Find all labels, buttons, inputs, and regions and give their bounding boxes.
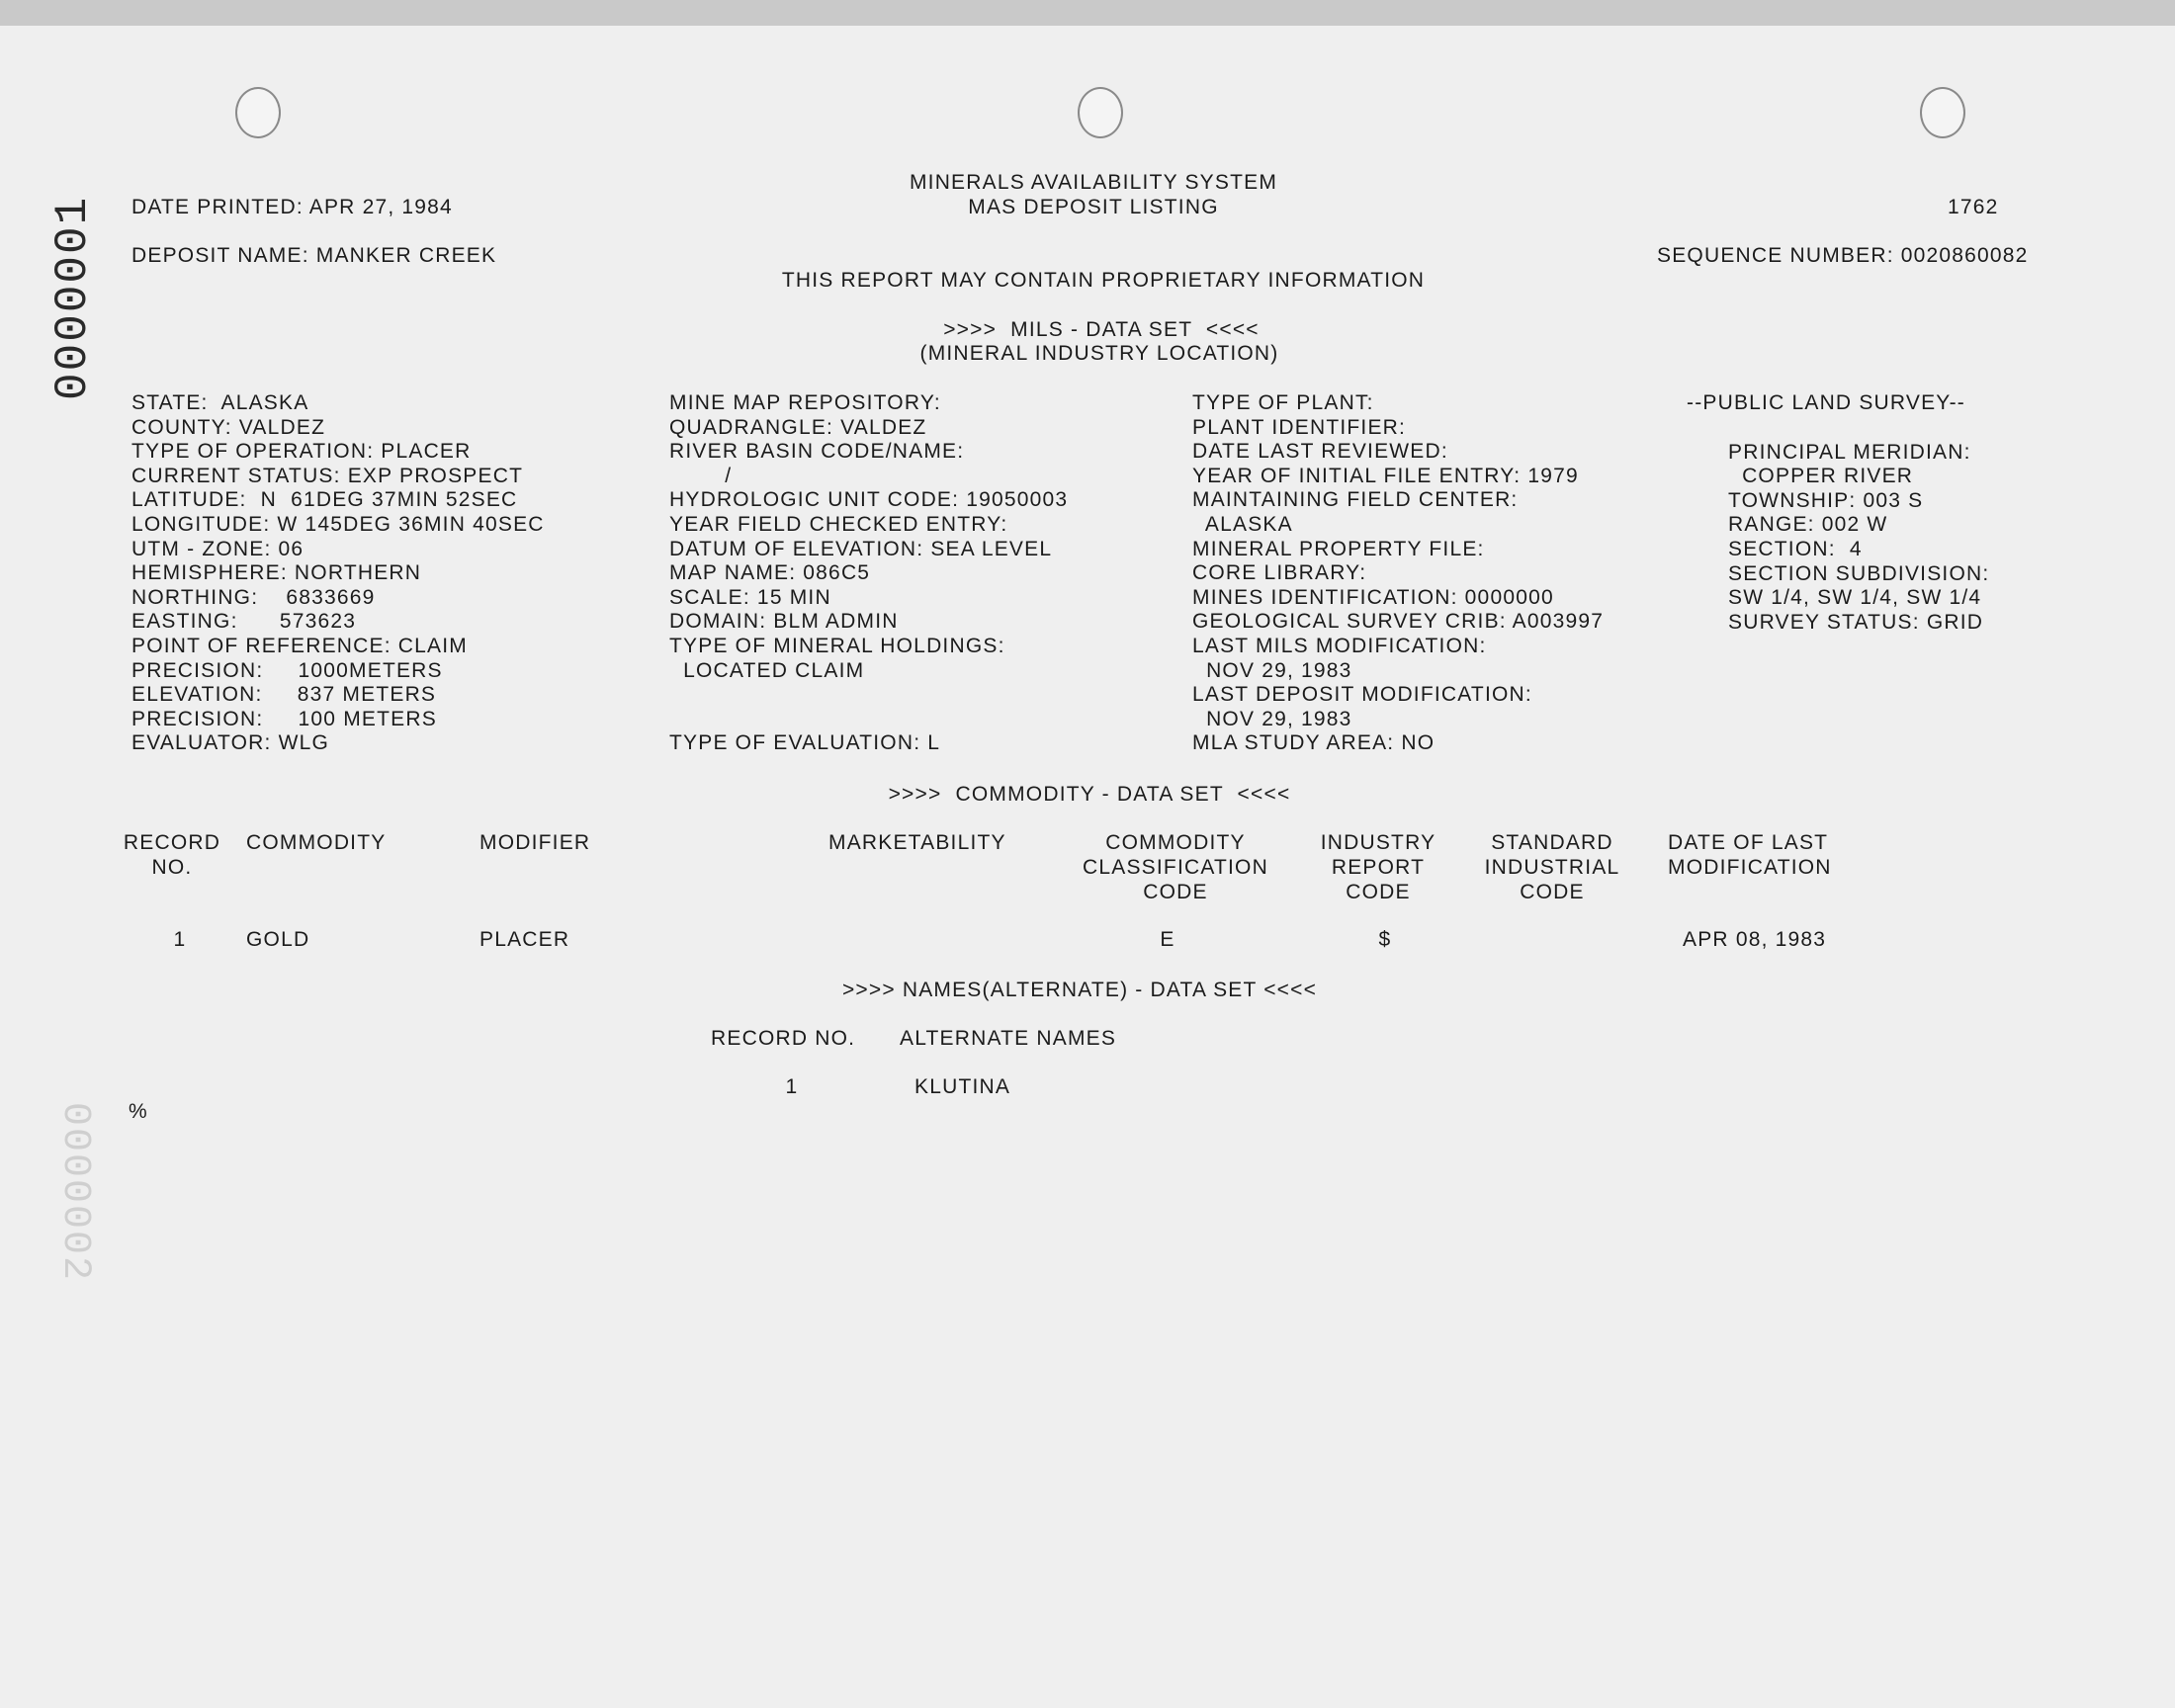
mils-field-line: HYDROLOGIC UNIT CODE: 19050003 <box>669 488 1069 511</box>
mils-field-line: NOV 29, 1983 <box>1192 659 1352 682</box>
mils-field-line: CURRENT STATUS: EXP PROSPECT <box>131 465 524 487</box>
page-number: 1762 <box>1948 196 1999 218</box>
commodity-header-class-code: CLASSIFICATION <box>1083 856 1268 879</box>
mils-field-line: MAP NAME: 086C5 <box>669 561 871 584</box>
public-land-survey-heading: --PUBLIC LAND SURVEY-- <box>1687 391 1965 414</box>
mils-field-line: MINES IDENTIFICATION: 0000000 <box>1192 586 1554 609</box>
commodity-header-record: RECORD <box>123 831 221 854</box>
punch-hole <box>1078 87 1123 138</box>
side-stamp: 0000001 <box>47 195 99 400</box>
names-header-alternate: ALTERNATE NAMES <box>900 1027 1117 1050</box>
mils-field-line: MLA STUDY AREA: NO <box>1192 731 1436 754</box>
mils-field-line: SURVEY STATUS: GRID <box>1728 611 1984 634</box>
mils-field-line: TYPE OF EVALUATION: L <box>669 731 941 754</box>
mils-field-line: TYPE OF PLANT: <box>1192 391 1374 414</box>
mils-field-line: NOV 29, 1983 <box>1192 708 1352 730</box>
deposit-name: DEPOSIT NAME: MANKER CREEK <box>131 244 497 267</box>
mils-field-line: / <box>669 465 733 487</box>
commodity-cell-industry: $ <box>1378 928 1392 951</box>
mils-field-line: YEAR OF INITIAL FILE ENTRY: 1979 <box>1192 465 1579 487</box>
mils-field-line: UTM - ZONE: 06 <box>131 538 304 560</box>
mils-field-line: TYPE OF MINERAL HOLDINGS: <box>669 635 1005 657</box>
mils-field-line: SECTION: 4 <box>1728 538 1863 560</box>
names-heading: >>>> NAMES(ALTERNATE) - DATA SET <<<< <box>841 979 1318 1001</box>
mils-field-line: EVALUATOR: WLG <box>131 731 330 754</box>
faint-side-stamp: 0000002 <box>52 1102 97 1283</box>
mils-field-line: QUADRANGLE: VALDEZ <box>669 416 927 439</box>
mils-field-line: SCALE: 15 MIN <box>669 586 831 609</box>
mils-field-line: ELEVATION: 837 METERS <box>131 683 437 706</box>
commodity-header-record: NO. <box>151 856 193 879</box>
mils-field-line: CORE LIBRARY: <box>1192 561 1367 584</box>
mils-field-line: MAINTAINING FIELD CENTER: <box>1192 488 1519 511</box>
mils-field-line: COPPER RIVER <box>1728 465 1914 487</box>
mils-field-line: SECTION SUBDIVISION: <box>1728 562 1990 585</box>
commodity-header-commodity: COMMODITY <box>246 831 387 854</box>
commodity-header-date: DATE OF LAST <box>1668 831 1829 854</box>
mils-field-line: COUNTY: VALDEZ <box>131 416 326 439</box>
names-header-record: RECORD NO. <box>711 1027 856 1050</box>
commodity-header-marketability: MARKETABILITY <box>828 831 1006 854</box>
mils-field-line: NORTHING: 6833669 <box>131 586 376 609</box>
commodity-header-class-code: CODE <box>1143 881 1208 903</box>
mils-field-line: GEOLOGICAL SURVEY CRIB: A003997 <box>1192 610 1605 633</box>
commodity-cell-date: APR 08, 1983 <box>1683 928 1827 951</box>
mils-field-line: STATE: ALASKA <box>131 391 309 414</box>
mils-field-line: POINT OF REFERENCE: CLAIM <box>131 635 468 657</box>
mils-subheading: (MINERAL INDUSTRY LOCATION) <box>919 342 1279 365</box>
mils-field-line: MINE MAP REPOSITORY: <box>669 391 941 414</box>
mils-field-line: PRECISION: 1000METERS <box>131 659 443 682</box>
mils-field-line: LAST MILS MODIFICATION: <box>1192 635 1487 657</box>
commodity-cell-modifier: PLACER <box>479 928 570 951</box>
names-cell-record: 1 <box>785 1075 799 1098</box>
mils-field-line: DATE LAST REVIEWED: <box>1192 440 1448 463</box>
commodity-cell-class-code: E <box>1160 928 1175 951</box>
commodity-header-standard: STANDARD <box>1491 831 1613 854</box>
commodity-header-industry: CODE <box>1346 881 1411 903</box>
listing-title: MAS DEPOSIT LISTING <box>968 196 1219 218</box>
mils-field-line: HEMISPHERE: NORTHERN <box>131 561 422 584</box>
commodity-header-industry: REPORT <box>1331 856 1426 879</box>
mils-field-line: LONGITUDE: W 145DEG 36MIN 40SEC <box>131 513 545 536</box>
proprietary-notice: THIS REPORT MAY CONTAIN PROPRIETARY INFORMATION <box>781 269 1426 292</box>
end-mark: % <box>129 1100 148 1123</box>
mils-field-line: TOWNSHIP: 003 S <box>1728 489 1924 512</box>
commodity-header-industry: INDUSTRY <box>1320 831 1436 854</box>
mils-field-line: DOMAIN: BLM ADMIN <box>669 610 899 633</box>
punch-hole <box>235 87 281 138</box>
commodity-header-class-code: COMMODITY <box>1105 831 1246 854</box>
mils-field-line: PRECISION: 100 METERS <box>131 708 437 730</box>
mils-field-line: RANGE: 002 W <box>1728 513 1888 536</box>
punch-hole <box>1920 87 1965 138</box>
date-printed: DATE PRINTED: APR 27, 1984 <box>131 196 453 218</box>
mils-field-line: MINERAL PROPERTY FILE: <box>1192 538 1485 560</box>
mils-field-line: LAST DEPOSIT MODIFICATION: <box>1192 683 1532 706</box>
top-edge <box>0 0 2175 26</box>
sequence-number: SEQUENCE NUMBER: 0020860082 <box>1657 244 2029 267</box>
mils-heading: >>>> MILS - DATA SET <<<< <box>943 318 1260 341</box>
mils-field-line: LATITUDE: N 61DEG 37MIN 52SEC <box>131 488 518 511</box>
mils-field-line: TYPE OF OPERATION: PLACER <box>131 440 472 463</box>
commodity-cell-commodity: GOLD <box>246 928 310 951</box>
mils-field-line: EASTING: 573623 <box>131 610 357 633</box>
mils-field-line: LOCATED CLAIM <box>669 659 865 682</box>
mils-field-line: ALASKA <box>1192 513 1293 536</box>
commodity-heading: >>>> COMMODITY - DATA SET <<<< <box>888 783 1291 806</box>
mils-field-line: PRINCIPAL MERIDIAN: <box>1728 441 1971 464</box>
mils-field-line: SW 1/4, SW 1/4, SW 1/4 <box>1728 586 1982 609</box>
mils-field-line: PLANT IDENTIFIER: <box>1192 416 1407 439</box>
mils-field-line: DATUM OF ELEVATION: SEA LEVEL <box>669 538 1053 560</box>
mils-field-line: YEAR FIELD CHECKED ENTRY: <box>669 513 1008 536</box>
commodity-header-modifier: MODIFIER <box>479 831 591 854</box>
names-cell-alternate-name: KLUTINA <box>914 1075 1011 1098</box>
mils-field-line: RIVER BASIN CODE/NAME: <box>669 440 965 463</box>
commodity-header-standard: CODE <box>1520 881 1585 903</box>
commodity-header-date: MODIFICATION <box>1668 856 1832 879</box>
system-title: MINERALS AVAILABILITY SYSTEM <box>909 171 1278 194</box>
commodity-header-standard: INDUSTRIAL <box>1484 856 1620 879</box>
commodity-cell-record: 1 <box>173 928 187 951</box>
